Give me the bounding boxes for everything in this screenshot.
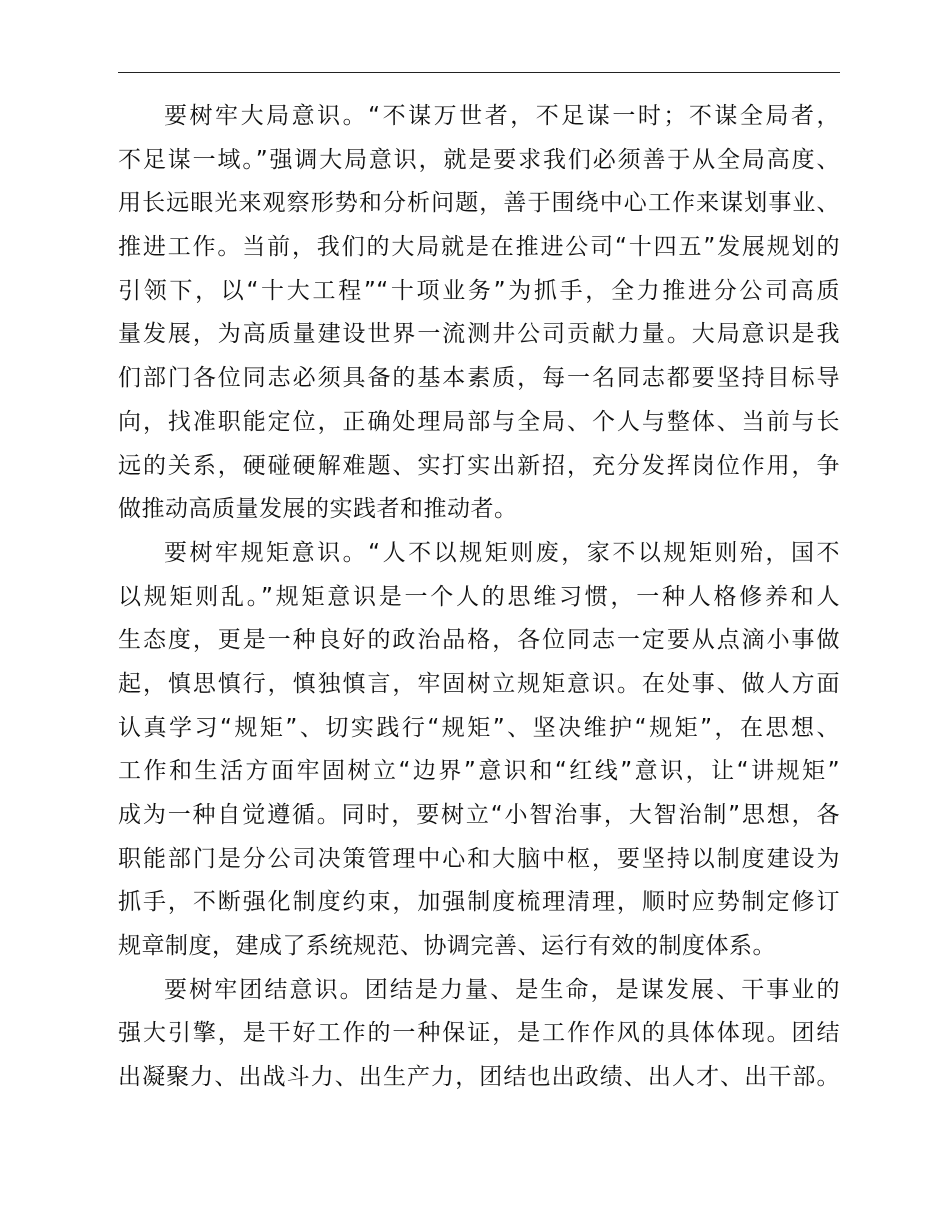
paragraph-text <box>118 532 840 969</box>
text-line: 抓手，不断强化制度约束，加强制度梳理清理，顺时应势制定修订 <box>118 889 840 916</box>
text-line: 们部门各位同志必须具备的基本素质，每一名同志都要坚持目标导 <box>118 365 840 392</box>
text-line: 要树牢规矩意识。“人不以规矩则废，家不以规矩则殆，国不 <box>164 539 840 566</box>
text-line: 做推动高质量发展的实践者和推动者。 <box>118 496 518 523</box>
text-line: 生态度，更是一种良好的政治品格，各位同志一定要从点滴小事做 <box>118 627 840 654</box>
text-line: 以规矩则乱。”规矩意识是一个人的思维习惯，一种人格修养和人 <box>118 583 840 610</box>
text-line: 强大引擎，是干好工作的一种保证，是工作作风的具体体现。团结 <box>118 1020 840 1047</box>
text-line: 远的关系，硬碰硬解难题、实打实出新招，充分发挥岗位作用，争 <box>118 452 840 479</box>
text-line: 起，慎思慎行，慎独慎言，牢固树立规矩意识。在处事、做人方面 <box>118 670 840 697</box>
text-line: 向，找准职能定位，正确处理局部与全局、个人与整体、当前与长 <box>118 408 840 435</box>
paragraph-text <box>118 95 840 532</box>
paragraph-text <box>118 969 840 1100</box>
paragraph-overall-awareness <box>118 95 840 532</box>
text-line: 工作和生活方面牢固树立“边界”意识和“红线”意识，让“讲规矩” <box>118 758 840 785</box>
text-line: 推进工作。当前，我们的大局就是在推进公司“十四五”发展规划的 <box>118 234 840 261</box>
text-line: 引领下，以“十大工程”“十项业务”为抓手，全力推进分公司高质 <box>118 277 840 304</box>
text-line: 出凝聚力、出战斗力、出生产力，团结也出政绩、出人才、出干部。 <box>118 1064 840 1091</box>
text-line: 不足谋一域。”强调大局意识，就是要求我们必须善于从全局高度、 <box>118 146 840 173</box>
text-line: 职能部门是分公司决策管理中心和大脑中枢，要坚持以制度建设为 <box>118 845 840 872</box>
document-body <box>118 95 840 1100</box>
header-rule <box>118 72 840 73</box>
paragraph-rules-awareness <box>118 532 840 969</box>
text-line: 要树牢团结意识。团结是力量、是生命，是谋发展、干事业的 <box>164 976 840 1003</box>
text-line: 规章制度，建成了系统规范、协调完善、运行有效的制度体系。 <box>118 933 776 960</box>
text-line: 用长远眼光来观察形势和分析问题，善于围绕中心工作来谋划事业、 <box>118 190 840 217</box>
text-line: 量发展，为高质量建设世界一流测井公司贡献力量。大局意识是我 <box>118 321 840 348</box>
text-line: 认真学习“规矩”、切实践行“规矩”、坚决维护“规矩”，在思想、 <box>118 714 840 741</box>
text-line: 要树牢大局意识。“不谋万世者，不足谋一时；不谋全局者， <box>164 103 840 129</box>
paragraph-unity-awareness <box>118 969 840 1100</box>
text-line: 成为一种自觉遵循。同时，要树立“小智治事，大智治制”思想，各 <box>118 802 840 828</box>
